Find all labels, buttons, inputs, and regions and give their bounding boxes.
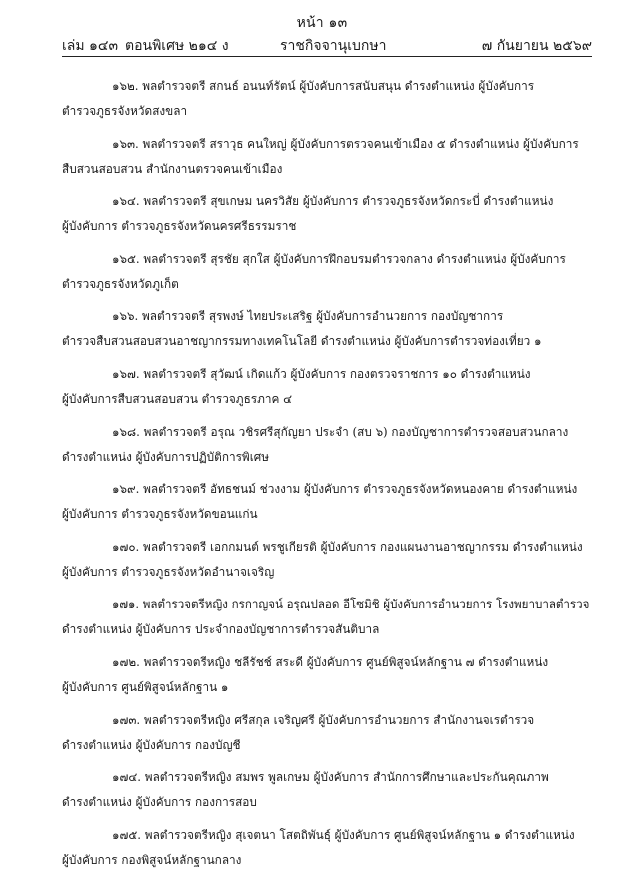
appointment-entry — [62, 477, 592, 535]
entry-line-2: ดำรงตำแหน่ง ผู้บังคับการ กองบัญชี — [62, 737, 241, 752]
appointment-list — [62, 74, 592, 880]
appointment-entry — [62, 74, 592, 132]
entry-line-1: ๑๖๗. พลตำรวจตรี สุวัฒน์ เกิดแก้ว ผู้บังคับการ กองตรวจราชการ ๑๐ ดำรงตำแหน่ง — [112, 366, 531, 381]
entry-line-1: ๑๗๑. พลตำรวจตรีหญิง กรกาญจน์ อรุณปลอด อีโซมิชิ ผู้บังคับการอำนวยการ โรงพยาบาลตำรวจ — [112, 597, 590, 612]
entry-line-1: ๑๖๕. พลตำรวจตรี สุรชัย สุกใส ผู้บังคับการฝึกอบรมตำรวจกลาง ดำรงตำแหน่ง ผู้บังคับการ — [112, 251, 566, 266]
appointment-entry — [62, 823, 592, 880]
entry-line-1: ๑๖๒. พลตำรวจตรี สกนธ์ อนนท์รัตน์ ผู้บังคับการสนับสนุน ดำรงตำแหน่ง ผู้บังคับการ — [112, 79, 535, 93]
entry-line-2: ดำรงตำแหน่ง ผู้บังคับการ ประจำกองบัญชาการตำรวจสันติบาล — [62, 622, 380, 637]
entry-line-1: ๑๗๓. พลตำรวจตรีหญิง ศรีสกุล เจริญศรี ผู้บังคับการอำนวยการ สำนักงานจเรตำรวจ — [112, 712, 535, 727]
entry-line-1: ๑๗๕. พลตำรวจตรีหญิง สุเจตนา โสตถิพันธุ์ ผู้บังคับการ ศูนย์พิสูจน์หลักฐาน ๑ ดำรงตำแหน่ง — [112, 827, 575, 842]
entry-line-2: ดำรงตำแหน่ง ผู้บังคับการปฏิบัติการพิเศษ — [62, 449, 269, 464]
page-number: หน้า ๑๓ — [296, 15, 348, 31]
entry-line-1: ๑๖๖. พลตำรวจตรี สุรพงษ์ ไทยประเสริฐ ผู้บังคับการอำนวยการ กองบัญชาการ — [112, 309, 504, 324]
appointment-entry — [62, 650, 592, 708]
entry-line-2: ผู้บังคับการ ตำรวจภูธรจังหวัดนครศรีธรรมราช — [62, 219, 297, 234]
appointment-entry — [62, 765, 592, 823]
appointment-entry — [62, 708, 592, 766]
gazette-name: ราชกิจจานุเบกษา — [280, 38, 387, 54]
appointment-entry — [62, 420, 592, 478]
entry-line-1: ๑๖๔. พลตำรวจตรี สุขเกษม นครวิสัย ผู้บังคับการ ตำรวจภูธรจังหวัดกระบี่ ดำรงตำแหน่ง — [112, 194, 554, 209]
entry-line-2: สืบสวนสอบสวน สำนักงานตรวจคนเข้าเมือง — [62, 161, 283, 176]
appointment-entry — [62, 592, 592, 650]
header-divider — [62, 56, 592, 57]
entry-line-2: ตำรวจสืบสวนสอบสวนอาชญากรรมทางเทคโนโลยี ดำรงตำแหน่ง ผู้บังคับการตำรวจท่องเที่ยว ๑ — [62, 334, 542, 349]
issue-number: ตอนพิเศษ ๒๑๔ ง — [125, 38, 229, 54]
appointment-entry — [62, 535, 592, 593]
entry-line-2: ดำรงตำแหน่ง ผู้บังคับการ กองการสอบ — [62, 795, 257, 810]
entry-line-1: ๑๗๒. พลตำรวจตรีหญิง ชลีรัชช์ สระดี ผู้บังคับการ ศูนย์พิสูจน์หลักฐาน ๗ ดำรงตำแหน่ง — [112, 654, 549, 669]
entry-line-2: ผู้บังคับการสืบสวนสอบสวน ตำรวจภูธรภาค ๔ — [62, 391, 293, 406]
appointment-entry — [62, 304, 592, 362]
entry-line-2: ผู้บังคับการ ศูนย์พิสูจน์หลักฐาน ๑ — [62, 679, 229, 694]
appointment-entry — [62, 189, 592, 247]
appointment-entry — [62, 362, 592, 420]
volume-number: เล่ม ๑๔๓ — [62, 38, 119, 54]
entry-line-2: ตำรวจภูธรจังหวัดภูเก็ต — [62, 276, 179, 291]
appointment-entry — [62, 132, 592, 190]
entry-line-2: ผู้บังคับการ กองพิสูจน์หลักฐานกลาง — [62, 852, 242, 867]
publication-date: ๗ กันยายน ๒๕๖๙ — [481, 38, 592, 54]
entry-line-2: ผู้บังคับการ ตำรวจภูธรจังหวัดอำนาจเจริญ — [62, 564, 275, 579]
entry-line-1: ๑๗๔. พลตำรวจตรีหญิง สมพร พูลเกษม ผู้บังคับการ สำนักการศึกษาและประกันคุณภาพ — [112, 770, 549, 785]
entry-line-1: ๑๖๓. พลตำรวจตรี สราวุธ คนใหญ่ ผู้บังคับการตรวจคนเข้าเมือง ๕ ดำรงตำแหน่ง ผู้บังคับการ — [112, 136, 579, 151]
entry-line-1: ๑๗๐. พลตำรวจตรี เอกกมนต์ พรชูเกียรติ ผู้บังคับการ กองแผนงานอาชญากรรม ดำรงตำแหน่ง — [112, 539, 583, 554]
appointment-entry — [62, 247, 592, 305]
entry-line-1: ๑๖๙. พลตำรวจตรี อัทธชนม์ ช่วงงาม ผู้บังคับการ ตำรวจภูธรจังหวัดหนองคาย ดำรงตำแหน่ง — [112, 482, 578, 497]
entry-line-2: ผู้บังคับการ ตำรวจภูธรจังหวัดขอนแก่น — [62, 507, 258, 522]
entry-line-1: ๑๖๘. พลตำรวจตรี อรุณ วชิรศรีสุกัญยา ประจำ (สบ ๖) กองบัญชาการตำรวจสอบสวนกลาง — [112, 424, 569, 439]
entry-line-2: ตำรวจภูธรจังหวัดสงขลา — [62, 104, 188, 118]
